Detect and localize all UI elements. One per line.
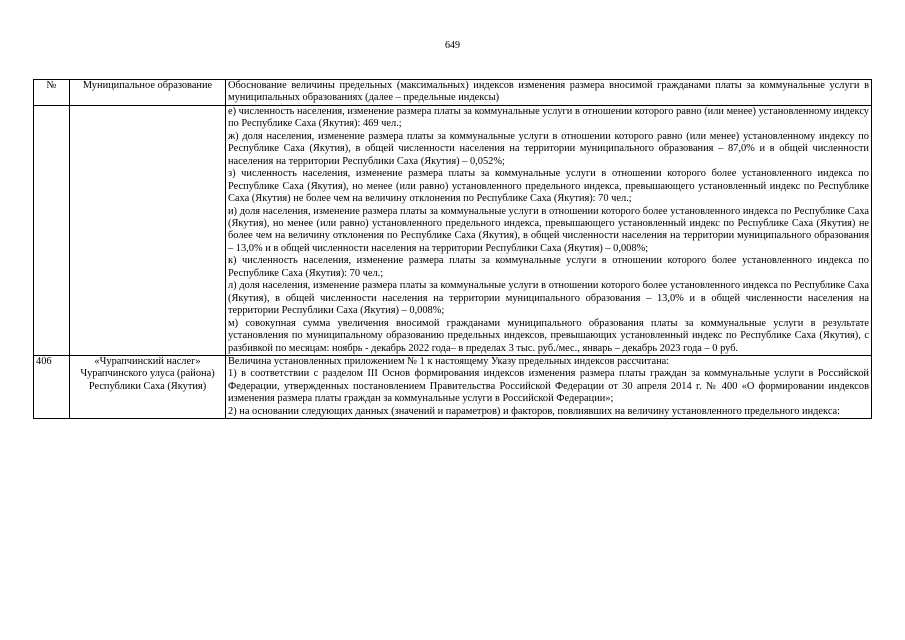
paragraph-1: 1) в соответствии с разделом III Основ формирования индексов изменения размера платы граждан за коммунальные услуги в Российской Федерации, утвержденных постановлением Правительства Российской Федерации от 30 апреля 2014 г. № 400 «О формировании индексов изменения размера платы граждан за коммунальные услуги в Российской Федерации»; xyxy=(228,368,869,405)
table-row xyxy=(34,105,872,355)
paragraph-e: е) численность населения, изменение размера платы за коммунальные услуги в отношении которого равно (или менее) установленному индексу по Республике Саха (Якутия): 469 чел.; xyxy=(228,105,869,130)
row-number: 406 xyxy=(34,355,70,418)
paragraph-m: м) совокупная сумма увеличения вносимой гражданами муниципального образования платы за коммунальные услуги в результате установления по муниципальному образованию предельных индексов, превышающих установленный индекс по Республике Саха (Якутия), с разбивкой по месяцам: ноябрь - декабрь 2022 года– в пределах 3 тыс. руб./мес., январь – декабрь 2023 года – 0 руб. xyxy=(228,317,869,354)
indices-table xyxy=(33,79,872,419)
table-header-row xyxy=(34,80,872,106)
paragraph-z: з) численность населения, изменение размера платы за коммунальные услуги в отношении которого более установленного индекса по Республике Саха (Якутия), но менее (или равно) установленного предельного индекса, превышающего установленный индекс по Республике Саха (Якутия) не более чем на величину отклонения по Республике Саха (Якутия): 70 чел.; xyxy=(228,168,869,205)
table-row xyxy=(34,355,872,418)
row-justification xyxy=(226,355,872,418)
header-municipality: Муниципальное образование xyxy=(70,80,226,106)
header-number: № xyxy=(34,80,70,106)
paragraph-k: к) численность населения, изменение размера платы за коммунальные услуги в отношении которого более установленного индекса по Республике Саха (Якутия): 70 чел.; xyxy=(228,255,869,279)
page-number: 649 xyxy=(445,40,460,51)
row-municipality xyxy=(70,105,226,355)
paragraph-intro: Величина установленных приложением № 1 к настоящему Указу предельных индексов рассчитана: xyxy=(228,355,670,367)
paragraph-2: 2) на основании следующих данных (значений и параметров) и факторов, повлиявших на величину установленного предельного индекса: xyxy=(228,405,841,417)
row-number xyxy=(34,105,70,355)
paragraph-i: и) доля населения, изменение размера платы за коммунальные услуги в отношении которого более установленного индекса по Республике Саха (Якутия), но менее (или равно) установленного предельного индекса, превышающего установленный индекс по Республике Саха (Якутия) не более чем на величину отклонения по Республике Саха (Якутия), в общей численности населения на территории муниципального образования – 13,0% и в общей численности населения на территории Республики Саха (Якутия) – 0,008%; xyxy=(228,205,869,254)
header-justification: Обоснование величины предельных (максимальных) индексов изменения размера вносимой гражданами платы за коммунальные услуги в муниципальных образованиях (далее – предельные индексы) xyxy=(226,80,872,106)
row-municipality: «Чурапчинский наслег» Чурапчинского улуса (района) Республики Саха (Якутия) xyxy=(70,355,226,418)
row-justification xyxy=(226,105,872,355)
paragraph-zh: ж) доля населения, изменение размера платы за коммунальные услуги в отношении которого равно (или менее) установленному индексу по Республике Саха (Якутия), в общей численности населения на территории муниципального образования – 87,0% и в общей численности населения на территории Республики Саха (Якутия) – 0,052%; xyxy=(228,130,869,167)
paragraph-l: л) доля населения, изменение размера платы за коммунальные услуги в отношении которого более установленного индекса по Республике Саха (Якутия), в общей численности населения на территории муниципального образования – 13,0% и в общей численности населения на территории Республики Саха (Якутия) – 0,008%; xyxy=(228,280,869,317)
